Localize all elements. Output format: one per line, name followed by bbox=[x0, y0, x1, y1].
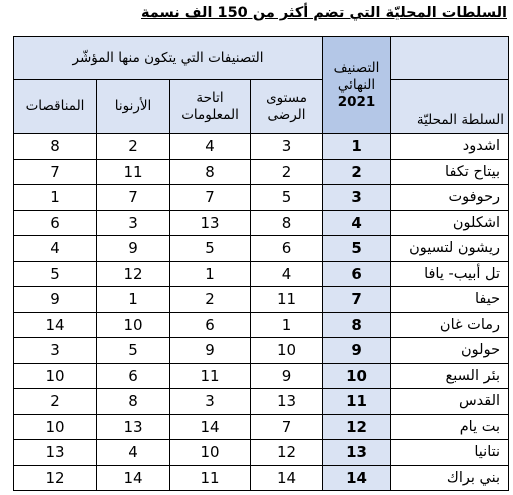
table-row bbox=[14, 465, 509, 491]
info-rank: 3 bbox=[170, 389, 251, 415]
tenders-rank: 3 bbox=[14, 338, 97, 364]
authority-header: السلطة المحليّة bbox=[391, 80, 509, 134]
tenders-rank: 4 bbox=[14, 236, 97, 262]
tenders-rank: 14 bbox=[14, 312, 97, 338]
satisfaction-rank: 6 bbox=[251, 236, 323, 262]
final-rank: 7 bbox=[323, 287, 391, 313]
final-rank: 6 bbox=[323, 261, 391, 287]
table-row bbox=[14, 363, 509, 389]
tenders-header: المناقصات bbox=[14, 80, 97, 134]
final-rank: 5 bbox=[323, 236, 391, 262]
page-title: السلطات المحليّة التي تضم أكثر من 150 الف نسمة bbox=[141, 5, 507, 21]
arnona-rank: 6 bbox=[97, 363, 170, 389]
info-header: اتاحة المعلومات bbox=[170, 80, 251, 134]
info-rank: 5 bbox=[170, 236, 251, 262]
final-rank: 3 bbox=[323, 185, 391, 211]
satisfaction-rank: 10 bbox=[251, 338, 323, 364]
final-rank: 2 bbox=[323, 159, 391, 185]
satisfaction-rank: 2 bbox=[251, 159, 323, 185]
tenders-rank: 5 bbox=[14, 261, 97, 287]
satisfaction-rank: 11 bbox=[251, 287, 323, 313]
info-rank: 4 bbox=[170, 134, 251, 160]
satisfaction-rank: 4 bbox=[251, 261, 323, 287]
info-rank: 11 bbox=[170, 363, 251, 389]
final-rank: 13 bbox=[323, 440, 391, 466]
authority-name: تل أبيب- يافا bbox=[391, 261, 509, 287]
info-rank: 11 bbox=[170, 465, 251, 491]
final-rank-year: 2021 bbox=[337, 93, 376, 110]
arnona-rank: 1 bbox=[97, 287, 170, 313]
info-rank: 9 bbox=[170, 338, 251, 364]
arnona-rank: 13 bbox=[97, 414, 170, 440]
authority-name: رمات غان bbox=[391, 312, 509, 338]
authority-name: بني براك bbox=[391, 465, 509, 491]
tenders-rank: 2 bbox=[14, 389, 97, 415]
tenders-rank: 7 bbox=[14, 159, 97, 185]
authority-name: ريشون لتسيون bbox=[391, 236, 509, 262]
table-row bbox=[14, 210, 509, 236]
table-row bbox=[14, 389, 509, 415]
table-row bbox=[14, 440, 509, 466]
final-rank: 10 bbox=[323, 363, 391, 389]
arnona-rank: 2 bbox=[97, 134, 170, 160]
final-rank: 12 bbox=[323, 414, 391, 440]
authority-name: القدس bbox=[391, 389, 509, 415]
satisfaction-rank: 5 bbox=[251, 185, 323, 211]
satisfaction-rank: 14 bbox=[251, 465, 323, 491]
satisfaction-rank: 3 bbox=[251, 134, 323, 160]
ranking-table bbox=[13, 36, 509, 491]
table-row bbox=[14, 312, 509, 338]
arnona-rank: 5 bbox=[97, 338, 170, 364]
authority-header-top bbox=[391, 37, 509, 80]
info-rank: 2 bbox=[170, 287, 251, 313]
info-rank: 8 bbox=[170, 159, 251, 185]
arnona-rank: 9 bbox=[97, 236, 170, 262]
satisfaction-rank: 12 bbox=[251, 440, 323, 466]
tenders-rank: 13 bbox=[14, 440, 97, 466]
table-row bbox=[14, 134, 509, 160]
info-rank: 1 bbox=[170, 261, 251, 287]
satisfaction-header: مستوى الرضى bbox=[251, 80, 323, 134]
authority-name: حولون bbox=[391, 338, 509, 364]
info-rank: 10 bbox=[170, 440, 251, 466]
arnona-rank: 4 bbox=[97, 440, 170, 466]
satisfaction-rank: 1 bbox=[251, 312, 323, 338]
tenders-rank: 9 bbox=[14, 287, 97, 313]
satisfaction-rank: 9 bbox=[251, 363, 323, 389]
satisfaction-rank: 13 bbox=[251, 389, 323, 415]
arnona-rank: 10 bbox=[97, 312, 170, 338]
final-rank: 11 bbox=[323, 389, 391, 415]
table-row bbox=[14, 414, 509, 440]
table-row bbox=[14, 338, 509, 364]
sub-rankings-header: التصنيفات التي يتكون منها المؤشّر bbox=[14, 37, 323, 80]
final-rank: 14 bbox=[323, 465, 391, 491]
tenders-rank: 10 bbox=[14, 414, 97, 440]
tenders-rank: 10 bbox=[14, 363, 97, 389]
table-row bbox=[14, 236, 509, 262]
authority-name: نتانيا bbox=[391, 440, 509, 466]
table-row bbox=[14, 159, 509, 185]
authority-name: رحوفوت bbox=[391, 185, 509, 211]
arnona-rank: 14 bbox=[97, 465, 170, 491]
authority-name: اشكلون bbox=[391, 210, 509, 236]
authority-name: اشدود bbox=[391, 134, 509, 160]
arnona-rank: 8 bbox=[97, 389, 170, 415]
arnona-header: الأرنونا bbox=[97, 80, 170, 134]
authority-name: حيفا bbox=[391, 287, 509, 313]
info-rank: 14 bbox=[170, 414, 251, 440]
final-rank: 4 bbox=[323, 210, 391, 236]
final-rank: 1 bbox=[323, 134, 391, 160]
info-rank: 13 bbox=[170, 210, 251, 236]
info-rank: 7 bbox=[170, 185, 251, 211]
authority-name: بت يام bbox=[391, 414, 509, 440]
tenders-rank: 12 bbox=[14, 465, 97, 491]
tenders-rank: 6 bbox=[14, 210, 97, 236]
satisfaction-rank: 7 bbox=[251, 414, 323, 440]
arnona-rank: 11 bbox=[97, 159, 170, 185]
final-rank: 9 bbox=[323, 338, 391, 364]
final-rank-label: التصنيف النهائي bbox=[333, 59, 380, 93]
arnona-rank: 3 bbox=[97, 210, 170, 236]
authority-name: بئر السبع bbox=[391, 363, 509, 389]
table-row bbox=[14, 185, 509, 211]
final-rank-header bbox=[323, 37, 391, 134]
authority-name: بيتاح تكفا bbox=[391, 159, 509, 185]
arnona-rank: 7 bbox=[97, 185, 170, 211]
tenders-rank: 1 bbox=[14, 185, 97, 211]
info-rank: 6 bbox=[170, 312, 251, 338]
arnona-rank: 12 bbox=[97, 261, 170, 287]
satisfaction-rank: 8 bbox=[251, 210, 323, 236]
final-rank: 8 bbox=[323, 312, 391, 338]
table-row bbox=[14, 261, 509, 287]
tenders-rank: 8 bbox=[14, 134, 97, 160]
table-row bbox=[14, 287, 509, 313]
